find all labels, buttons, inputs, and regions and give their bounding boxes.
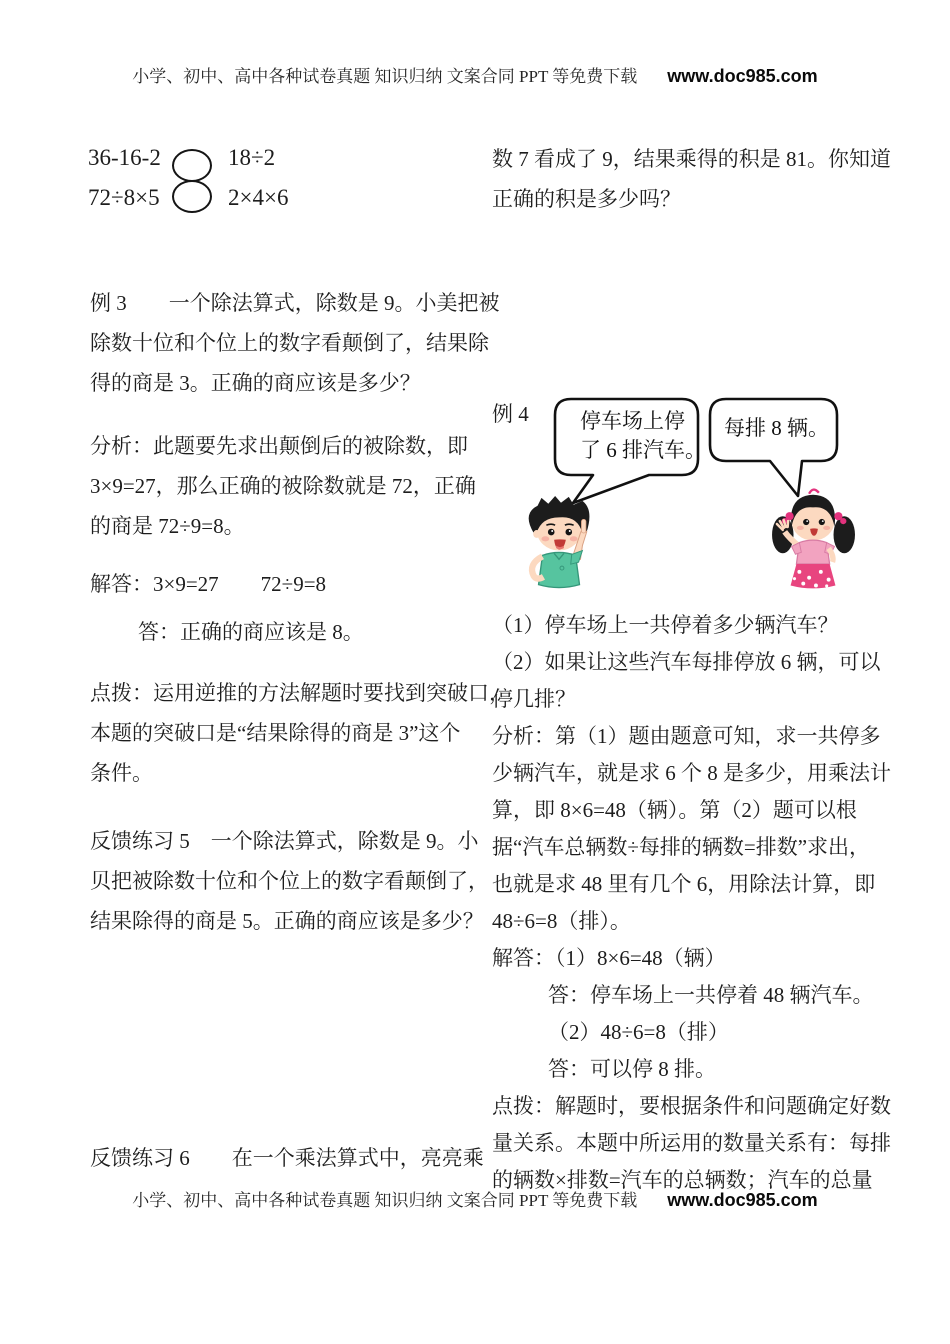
- text-line: 正确的积是多少吗？: [492, 187, 681, 211]
- tip4-paragraph: [492, 1088, 891, 1199]
- text-line: 解答：（1）8×6=48（辆）: [492, 946, 726, 970]
- questions-paragraph: [492, 607, 881, 718]
- girl-illustration: [770, 484, 858, 610]
- answer-circle: [172, 180, 212, 213]
- text-line: 例 3 一个除法算式，除数是 9。小美把被: [90, 291, 500, 315]
- footer-site-link[interactable]: www.doc985.com: [667, 1190, 818, 1210]
- answer-circle: [172, 149, 212, 182]
- text-line: 算，即 8×6=48（辆）。第（2）题可以根: [492, 798, 857, 822]
- text-line: 的商是 72÷9=8。: [90, 514, 245, 538]
- example4-label: 例 4: [492, 402, 529, 426]
- expression-left: 36-16-2: [88, 145, 161, 170]
- header-site-link[interactable]: www.doc985.com: [667, 66, 818, 86]
- page-header: [0, 62, 950, 87]
- text-line: 结果除得的商是 5。正确的商应该是多少？: [90, 909, 484, 933]
- text-line: （1）停车场上一共停着多少辆汽车？: [492, 613, 839, 637]
- text-line: 条件。: [90, 761, 153, 785]
- comparison-row: [88, 138, 288, 178]
- tip3-paragraph: [90, 673, 510, 793]
- text-line: 少辆汽车，就是求 6 个 8 是多少，用乘法计: [492, 761, 891, 785]
- example3-paragraph: [90, 283, 500, 403]
- text-line: （2）48÷6=8（排）: [548, 1020, 729, 1044]
- analysis4-paragraph: [492, 718, 891, 940]
- text-line: 停几排？: [492, 687, 576, 711]
- text-line: 数 7 看成了 9，结果乘得的积是 81。你知道: [492, 147, 891, 171]
- text-line: 的辆数×排数=汽车的总辆数；汽车的总量: [492, 1168, 873, 1192]
- expression-right: 2×4×6: [228, 185, 289, 210]
- solution4-paragraph: [492, 940, 874, 1088]
- comparison-row: [88, 178, 288, 218]
- text-line: 48÷6=8（排）。: [492, 909, 631, 933]
- text-line: 解答：3×9=27 72÷9=8: [90, 572, 327, 596]
- text-line: 反馈练习 5 一个除法算式，除数是 9。小: [90, 829, 479, 853]
- text-line: 量关系。本题中所运用的数量关系有：每排: [492, 1131, 891, 1155]
- text-line: 本题的突破口是“结果除得的商是 3”这个: [90, 721, 461, 745]
- solution3-paragraph: [90, 560, 468, 656]
- text-line: 据“汽车总辆数÷每排的辆数=排数”求出，: [492, 835, 871, 859]
- text-line: （2）如果让这些汽车每排停放 6 辆，可以: [492, 650, 881, 674]
- text-line: 贝把被除数十位和个位上的数字看颠倒了，: [90, 869, 489, 893]
- page-footer: [0, 1186, 950, 1211]
- comparison-exercise: [88, 138, 288, 218]
- expression-left: 72÷8×5: [88, 185, 160, 210]
- text-line: 点拨：解题时，要根据条件和问题确定好数: [492, 1094, 891, 1118]
- footer-text: 小学、初中、高中各种试卷真题 知识归纳 文案合同 PPT 等免费下载: [132, 1191, 638, 1210]
- text-line: 答：可以停 8 排。: [548, 1057, 716, 1081]
- bubble-text-line: 每排 8 辆。: [724, 416, 829, 440]
- text-line: 3×9=27，那么正确的被除数就是 72，正确: [90, 474, 476, 498]
- header-text: 小学、初中、高中各种试卷真题 知识归纳 文案合同 PPT 等免费下载: [132, 67, 638, 86]
- practice6-paragraph: [90, 1138, 484, 1178]
- text-line: 答：正确的商应该是 8。: [138, 620, 364, 644]
- bubble-text-line: 了 6 排汽车。: [580, 438, 706, 462]
- analysis3-paragraph: [90, 426, 476, 546]
- text-line: 也就是求 48 里有几个 6，用除法计算，即: [492, 872, 876, 896]
- text-line: 反馈练习 6 在一个乘法算式中，亮亮乘: [90, 1146, 484, 1170]
- text-line: 答：停车场上一共停着 48 辆汽车。: [548, 983, 874, 1007]
- text-line: 分析：第（1）题由题意可知，求一共停多: [492, 724, 881, 748]
- text-line: 得的商是 3。正确的商应该是多少？: [90, 371, 421, 395]
- practice6-continuation-paragraph: [492, 139, 891, 219]
- boy-speech-bubble: [553, 397, 713, 509]
- text-line: 分析：此题要先求出颠倒后的被除数，即: [90, 434, 468, 458]
- practice5-paragraph: [90, 821, 489, 941]
- bubble-text-line: 停车场上停: [580, 409, 685, 433]
- text-line: 除数十位和个位上的数字看颠倒了，结果除: [90, 331, 489, 355]
- boy-illustration: [516, 494, 604, 614]
- text-line: 点拨：运用逆推的方法解题时要找到突破口，: [90, 681, 510, 705]
- example4-body: [492, 607, 891, 1199]
- expression-right: 18÷2: [228, 145, 276, 170]
